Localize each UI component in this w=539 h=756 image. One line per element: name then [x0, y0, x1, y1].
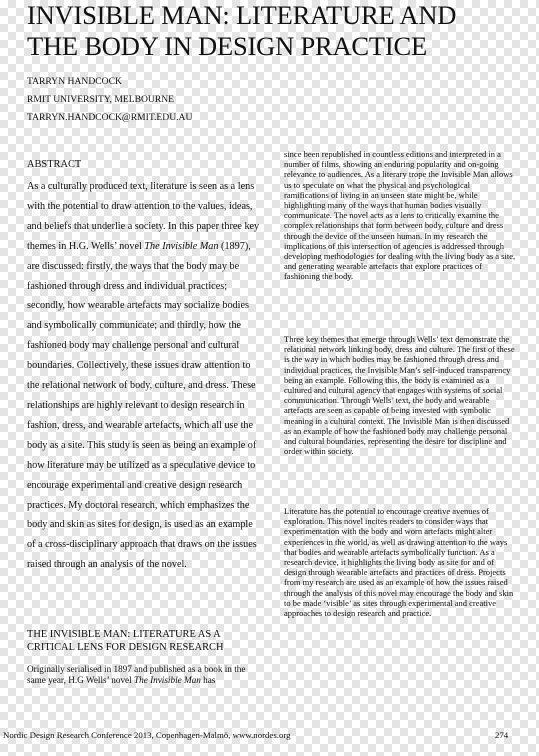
section-p1-novel-title: The Invisible Man	[133, 675, 201, 686]
col2-paragraph-1: since been republished in countless editions and interpreted in a number of films, showing an enduring popularity and on-going relevance to audiences. As a literary trope the Invisible Man allows us to speculate on what the physical and psychological ramifications of living in an unseen state might be, while highlighting many of the ways that human bodies visually communicate. The novel acts as a lens to critically examine the complex relationships that form between body, culture and dress through the device of the unseen human. In my research the implications of this intersection of agencies is addressed through developing methodologies for dealing with the living body as a site, and generating wearable artefacts that explore practices of fashioning the body.	[284, 149, 516, 282]
abstract-text-b: (1897), are discussed: firstly, the ways that the body may be fashioned through dress and individual practices; secondly, how wearable artefacts may socialize bodies and symbolically communicate; and thirdly, how the fashioned body may challenge personal and cultural boundaries. Collectively, these issues draw attention to the relational network of body, culture, and dress. These relationships are highly relevant to design research in fashion, dress, and wearable artefacts, which all use the body as a site. This study is seen as being an example of how literature may be utilized as a speculative device to encourage experimental and creative design research practices. My doctoral research, which emphasizes the body and skin as sites for design, is used as an example of a cross-disciplinary approach that draws on the issues raised through an analysis of the novel.	[27, 240, 257, 571]
author-name: TARRYN HANDCOCK	[27, 76, 122, 87]
title-line-1: INVISIBLE MAN: LITERATURE AND	[27, 0, 457, 30]
abstract-novel-title: The Invisible Man	[144, 240, 219, 252]
footer-conference: Nordic Design Research Conference 2013, Copenhagen-Malmö, www.nordes.org	[3, 730, 291, 740]
paper-title	[27, 0, 527, 62]
author-email: TARRYN.HANDCOCK@RMIT.EDU.AU	[27, 112, 193, 123]
abstract-text-a: As a culturally produced text, literature is seen as a lens with the potential to draw attention to the values, ideas, and beliefs that underlie a society. In this paper three key themes in H.G. Wells’ novel	[27, 181, 260, 252]
section-p1-text-b: has	[200, 675, 216, 686]
section-p1-text-a: Originally serialised in 1897 and published as a book in the same year, H.G Wells’ novel	[27, 664, 246, 686]
section-heading	[27, 628, 267, 654]
page-number: 274	[495, 730, 509, 740]
abstract-body	[27, 177, 263, 575]
abstract-heading: ABSTRACT	[27, 159, 82, 170]
section-heading-line-2: CRITICAL LENS FOR DESIGN RESEARCH	[27, 642, 224, 653]
col2-paragraph-3: Literature has the potential to encourage creative avenues of exploration. This novel incites readers to consider ways that experimentation with the body and worn artefacts might alter experiences in the world, as well as drawing attention to the ways that bodies and wearable artefacts symbolically function. As a research device, it highlights the living body as site for and of design through wearable artefacts and practices of dress. Projects from my research are used as an example of how the issues raised through the analysis of this novel may encourage the body and skin to be made ‘visible’ as sites through experimental and creative approaches to design research and practice.	[284, 506, 514, 619]
section-heading-line-1: THE INVISIBLE MAN: LITERATURE AS A	[27, 629, 221, 640]
title-line-2: THE BODY IN DESIGN PRACTICE	[27, 31, 427, 61]
col2-paragraph-2: Three key themes that emerge through Wells’ text demonstrate the relational network linking body, dress and culture. The first of these is the way in which bodies may be fashioned through dress and individual practices, the Invisible Man’s self-induced transparency being an example. Following this, the body is examined as a cultured and cultural agency that engages with systems of social communication. Through Wells’ text, the body and wearable artefacts are seen as capable of being invested with symbolic meaning in a cultural context. The Invisible Man is then discussed as an example of how the fashioned body may challenge personal and cultural boundaries, representing the desire for discipline and order within society.	[284, 334, 515, 457]
section-paragraph-1	[27, 664, 263, 686]
author-affiliation: RMIT UNIVERSITY, MELBOURNE	[27, 94, 175, 105]
